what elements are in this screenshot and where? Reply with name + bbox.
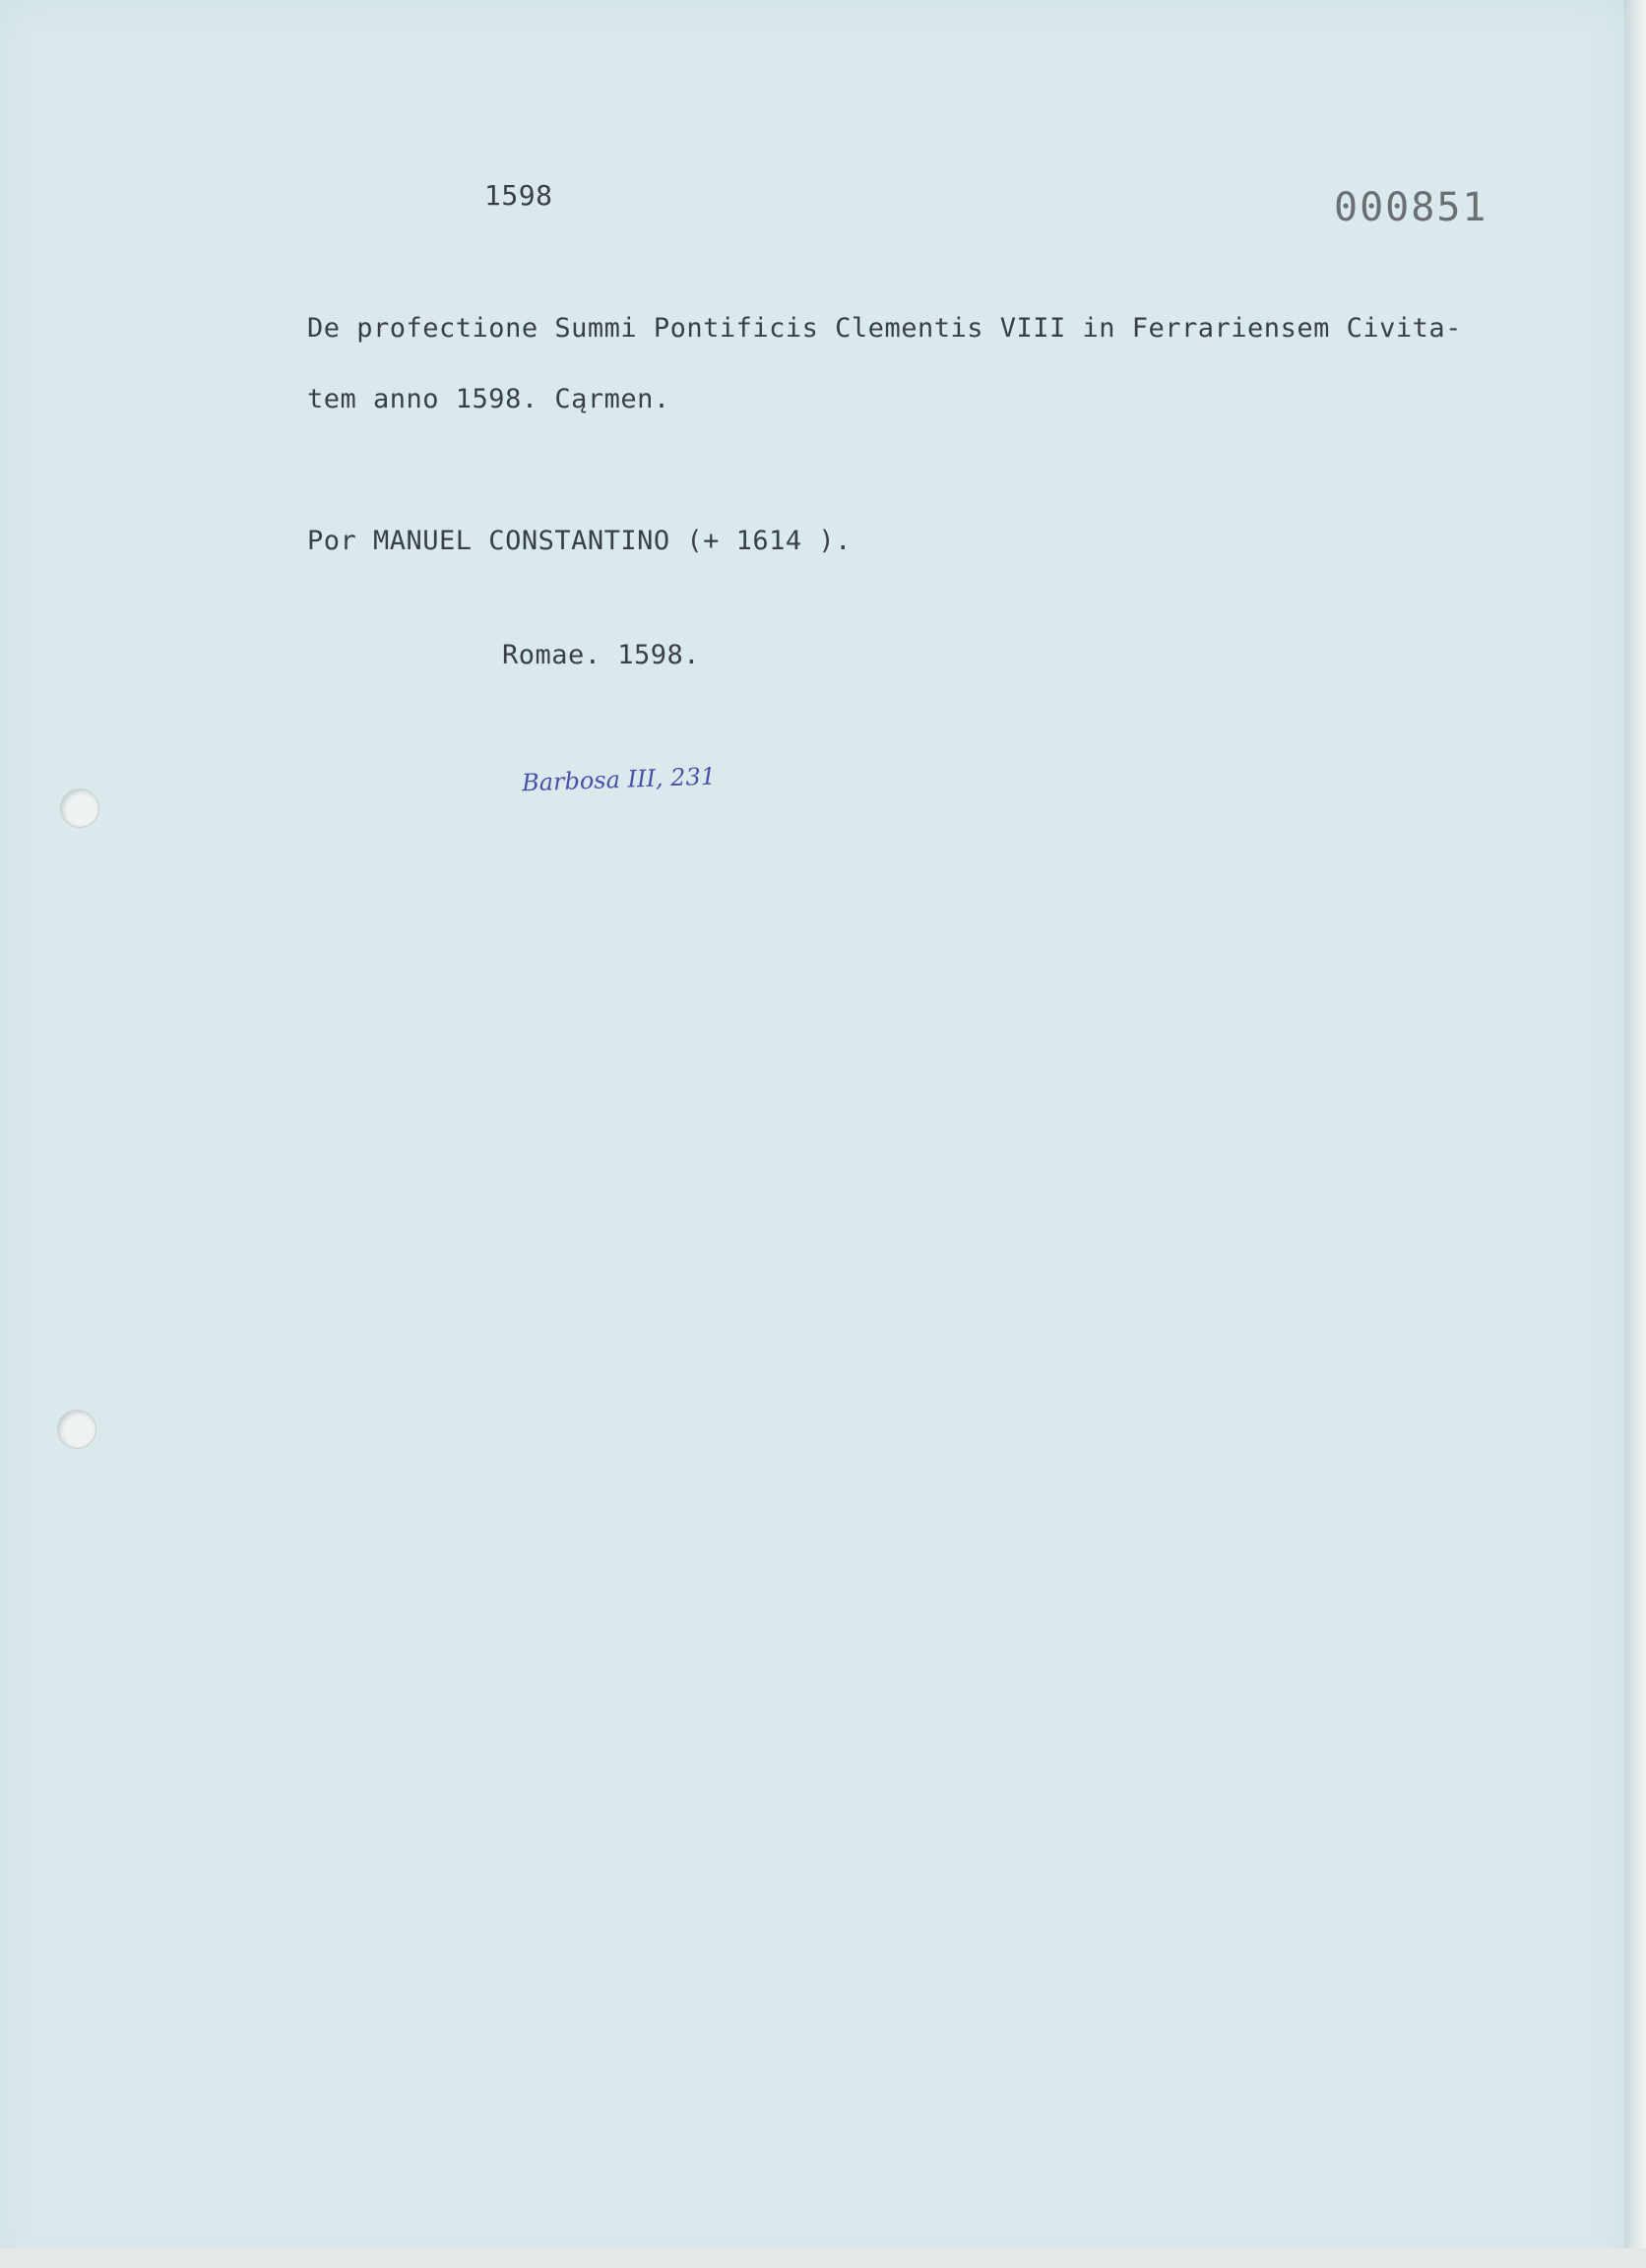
card-year: 1598 xyxy=(484,179,553,212)
imprint-line: Romae. 1598. xyxy=(502,640,701,670)
punch-hole-top xyxy=(60,788,99,828)
paper-edge xyxy=(1624,0,1646,2268)
scan-bottom-strip xyxy=(0,2248,1646,2268)
author-line: Por MANUEL CONSTANTINO (+ 1614 ). xyxy=(307,526,852,556)
title-line-1: De profectione Summi Pontificis Clementis VIII in Ferrariensem Civita- xyxy=(307,313,1462,344)
title-line-2: tem anno 1598. Cąrmen. xyxy=(307,384,670,414)
punch-hole-bottom xyxy=(57,1410,96,1449)
card-number-stamp: 000851 xyxy=(1334,185,1488,230)
handwritten-reference: Barbosa III, 231 xyxy=(521,762,717,797)
